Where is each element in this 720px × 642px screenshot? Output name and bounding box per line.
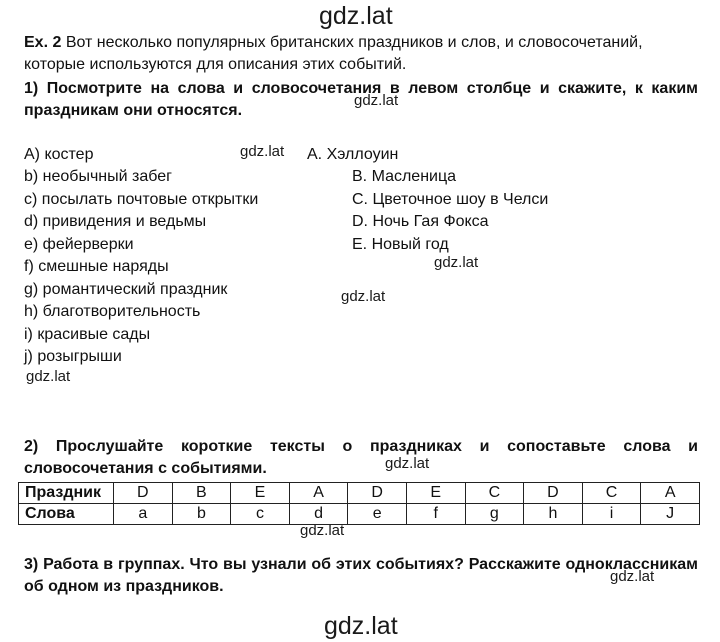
list-item: C. Цветочное шоу в Челси bbox=[352, 191, 549, 208]
watermark: gdz.lat bbox=[26, 368, 71, 385]
task3-line2: об одном из праздников. bbox=[24, 578, 224, 595]
watermark: gdz.lat bbox=[300, 522, 345, 539]
table-cell: b bbox=[172, 504, 231, 525]
table-cell: E bbox=[231, 483, 290, 504]
table-cell: D bbox=[348, 483, 407, 504]
watermark-bottom: gdz.lat bbox=[324, 612, 398, 640]
table-cell: f bbox=[406, 504, 465, 525]
task1-line1: 1) Посмотрите на слова и словосочетания в левом столбце и скажите, к каким bbox=[24, 80, 698, 97]
table-cell: c bbox=[231, 504, 290, 525]
list-item: h) благотворительность bbox=[24, 303, 201, 320]
watermark: gdz.lat bbox=[610, 568, 655, 585]
answer-table bbox=[18, 482, 700, 525]
watermark: gdz.lat bbox=[240, 143, 285, 160]
table-cell: g bbox=[465, 504, 524, 525]
list-item: A. Хэллоуин bbox=[307, 146, 399, 163]
table-cell: A bbox=[641, 483, 700, 504]
table-cell: D bbox=[524, 483, 583, 504]
table-cell: D bbox=[114, 483, 173, 504]
exercise-intro-line1: Вот несколько популярных британских праздников и слов, и словосочетаний, bbox=[65, 34, 643, 51]
table-cell: a bbox=[114, 504, 173, 525]
list-item: i) красивые сады bbox=[24, 326, 151, 343]
table-row bbox=[19, 483, 700, 504]
watermark: gdz.lat bbox=[385, 455, 430, 472]
table-cell: C bbox=[465, 483, 524, 504]
table-cell: J bbox=[641, 504, 700, 525]
task2-line2: словосочетания с событиями. bbox=[24, 460, 267, 477]
task1-line2: праздникам они относятся. bbox=[24, 102, 243, 119]
watermark-top: gdz.lat bbox=[319, 2, 393, 30]
task3-line1: 3) Работа в группах. Что вы узнали об этих событиях? Расскажите одноклассникам bbox=[24, 556, 698, 573]
task2-line1: 2) Прослушайте короткие тексты о праздниках и сопоставьте слова и bbox=[24, 438, 698, 455]
table-cell: e bbox=[348, 504, 407, 525]
row-header-words: Слова bbox=[19, 504, 114, 525]
list-item: g) романтический праздник bbox=[24, 281, 228, 298]
exercise-label: Ex. 2 bbox=[24, 34, 62, 51]
watermark: gdz.lat bbox=[354, 92, 399, 109]
list-item: d) привидения и ведьмы bbox=[24, 213, 207, 230]
table-row bbox=[19, 504, 700, 525]
list-item: c) посылать почтовые открытки bbox=[24, 191, 259, 208]
list-item: j) розыгрыши bbox=[24, 348, 122, 365]
exercise-intro bbox=[24, 32, 643, 54]
table-cell: h bbox=[524, 504, 583, 525]
exercise-intro-line2: которые используются для описания этих событий. bbox=[24, 56, 407, 73]
list-item: e) фейерверки bbox=[24, 236, 134, 253]
list-item: b) необычный забег bbox=[24, 168, 172, 185]
table-cell: E bbox=[406, 483, 465, 504]
table-cell: i bbox=[582, 504, 641, 525]
list-item: D. Ночь Гая Фокса bbox=[352, 213, 489, 230]
watermark: gdz.lat bbox=[341, 288, 386, 305]
table-cell: C bbox=[582, 483, 641, 504]
row-header-holiday: Праздник bbox=[19, 483, 114, 504]
list-item: E. Новый год bbox=[352, 236, 449, 253]
list-item: B. Масленица bbox=[352, 168, 457, 185]
table-cell: B bbox=[172, 483, 231, 504]
table-cell: d bbox=[289, 504, 348, 525]
watermark: gdz.lat bbox=[434, 254, 479, 271]
table-cell: A bbox=[289, 483, 348, 504]
list-item: f) смешные наряды bbox=[24, 258, 169, 275]
list-item: A) костер bbox=[24, 146, 94, 163]
